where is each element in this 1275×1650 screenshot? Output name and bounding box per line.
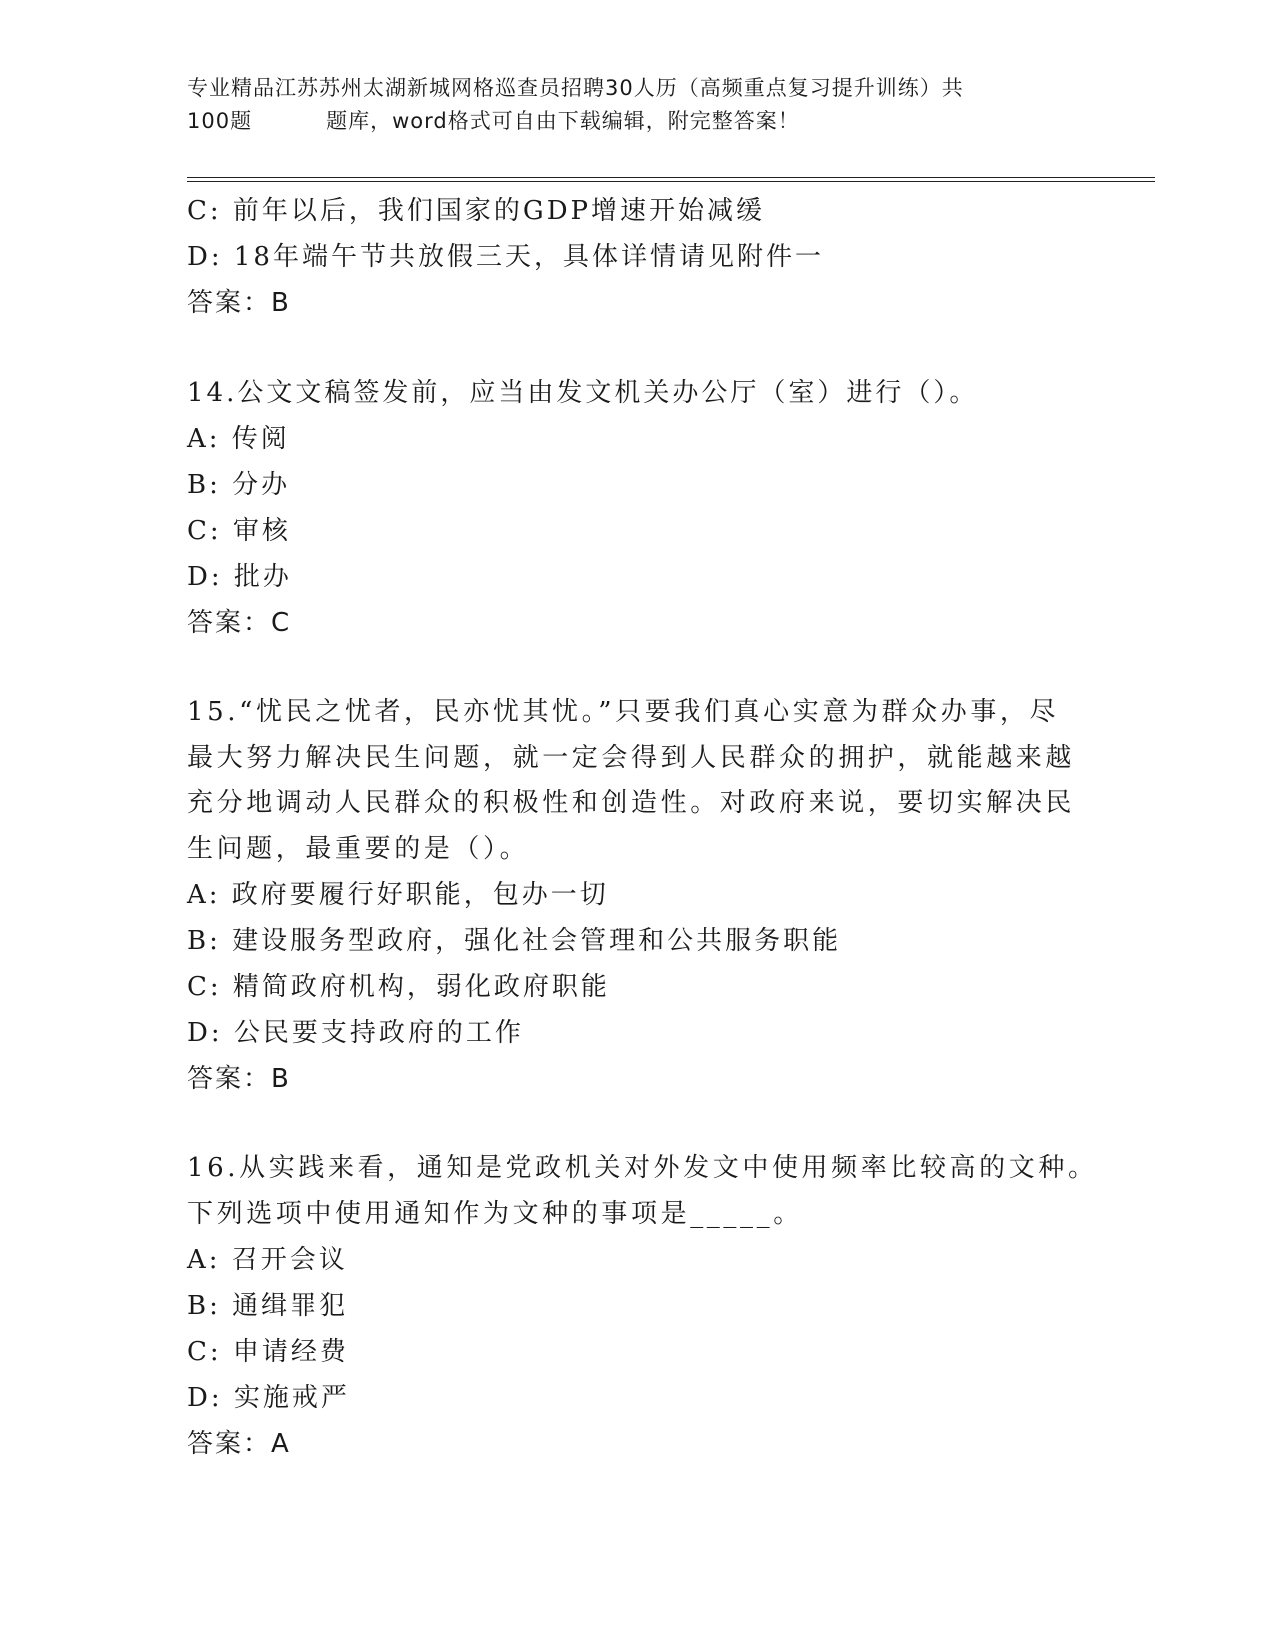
question-stem-line: 下列选项中使用通知作为文种的事项是_____。 [187, 1198, 803, 1229]
question-stem-line: 生问题，最重要的是（）。 [187, 833, 530, 864]
option-a: A: 政府要履行好职能，包办一切 [187, 880, 609, 910]
question-content [187, 188, 1098, 1467]
question-stem [187, 690, 1087, 872]
question-stem-line: 15.“忧民之忧者，民亦忧其忧。”只要我们真心实意为群众办事，尽 [187, 697, 1060, 727]
header-divider-bottom [187, 181, 1155, 182]
option-d: D: 批办 [187, 562, 292, 592]
option-b: B: 分办 [187, 470, 291, 500]
answer: 答案：A [187, 1429, 291, 1459]
option-b: B: 建设服务型政府，强化社会管理和公共服务职能 [187, 926, 842, 956]
question-stem-line: 充分地调动人民群众的积极性和创造性。对政府来说，要切实解决民 [187, 788, 1076, 818]
question-15 [187, 690, 1087, 1102]
option-c: C: 精简政府机构，弱化政府职能 [187, 972, 610, 1002]
header-divider-top [187, 177, 1155, 178]
header-title-line-2 [187, 105, 1087, 138]
answer: 答案：B [187, 1064, 291, 1094]
header-question-count: 100题 [187, 109, 253, 133]
option-d: D: 实施戒严 [187, 1383, 350, 1413]
question-stem: 14.公文文稿签发前，应当由发文机关办公厅（室）进行（）。 [187, 378, 979, 408]
option-c: C: 前年以后，我们国家的GDP增速开始减缓 [187, 196, 766, 226]
answer: 答案：B [187, 288, 291, 318]
answer: 答案：C [187, 608, 292, 638]
question-stem-line: 16.从实践来看，通知是党政机关对外发文中使用频率比较高的文种。 [187, 1153, 1098, 1183]
header-title-line-1: 专业精品江苏苏州太湖新城网格巡查员招聘30人历（高频重点复习提升训练）共 [187, 76, 964, 100]
question-16 [187, 1146, 1098, 1467]
option-b: B: 通缉罪犯 [187, 1291, 349, 1321]
header-description: 题库，word格式可自由下载编辑，附完整答案！ [326, 109, 800, 133]
option-d: D: 公民要支持政府的工作 [187, 1018, 524, 1048]
question-14 [187, 370, 1087, 646]
question-stem [187, 1146, 1098, 1237]
question-13 [187, 188, 1087, 326]
option-d: D: 18年端午节共放假三天，具体详情请见附件一 [187, 242, 824, 272]
option-c: C: 审核 [187, 516, 291, 546]
option-a: A: 传阅 [187, 424, 290, 454]
page-header [187, 72, 1087, 138]
option-a: A: 召开会议 [187, 1245, 348, 1275]
option-c: C: 申请经费 [187, 1337, 349, 1367]
question-stem-line: 最大努力解决民生问题，就一定会得到人民群众的拥护，就能越来越 [187, 742, 1076, 773]
